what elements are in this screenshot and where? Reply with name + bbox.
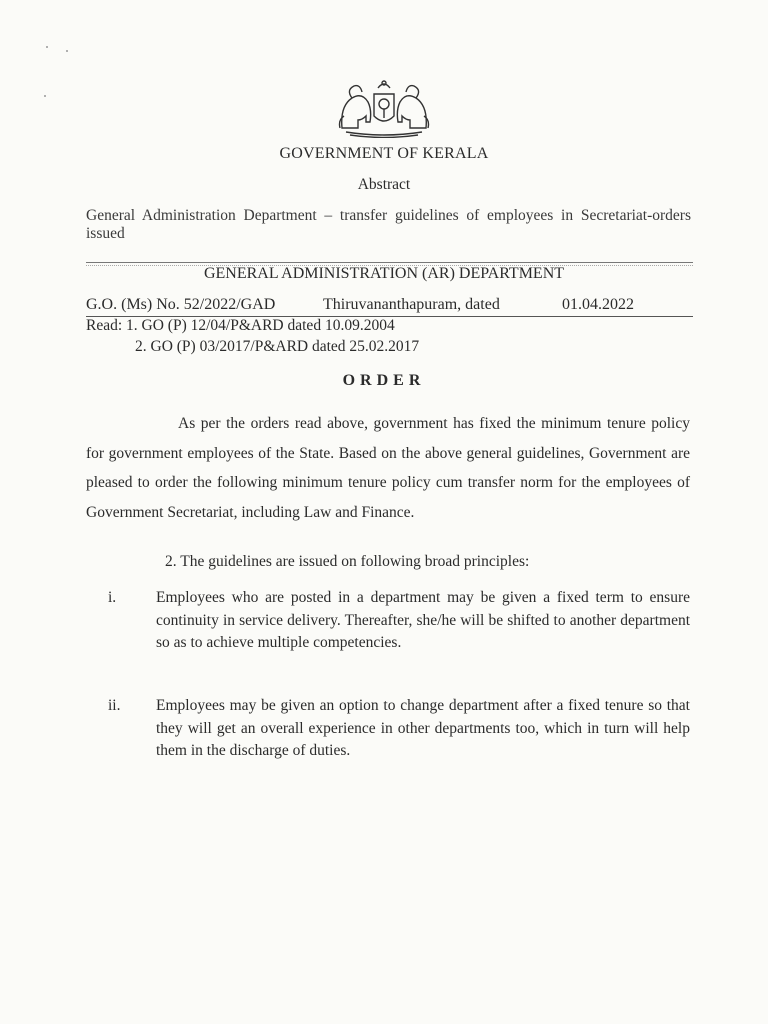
place-date-label: Thiruvananthapuram, dated (323, 296, 500, 313)
divider-rule (86, 262, 693, 263)
order-date: 01.04.2022 (562, 296, 634, 313)
scan-speck (66, 50, 68, 52)
list-item-number: i. (108, 589, 117, 606)
scan-speck (46, 46, 48, 48)
read-reference-1: Read: 1. GO (P) 12/04/P&ARD dated 10.09.2004 (86, 317, 395, 334)
read-reference-2: 2. GO (P) 03/2017/P&ARD dated 25.02.2017 (135, 338, 420, 355)
kerala-state-emblem-icon (336, 76, 432, 138)
list-item-number: ii. (108, 697, 121, 714)
scan-speck (44, 95, 46, 97)
list-item-text: Employees who are posted in a department may be given a fixed term to ensure continuity in service delivery. Thereafter, she/he will be shifted to another department so as to achieve multiple competencies. (156, 589, 690, 651)
list-item-text: Employees may be given an option to change department after a fixed tenure so that they will get an overall experience in other departments too, which in turn will help them in the discharge of duties. (156, 697, 690, 759)
subject-line: General Administration Department – transfer guidelines of employees in Secretariat-orders issued (86, 207, 691, 242)
government-title: GOVERNMENT OF KERALA (279, 145, 489, 162)
principles-intro: 2. The guidelines are issued on following broad principles: (165, 553, 530, 570)
body-paragraph: As per the orders read above, government has fixed the minimum tenure policy for government employees of the State. Based on the above general guidelines, Government are pleased to order the following minimum tenure policy cum transfer norm for the employees of Government Secretariat, including Law and Finance. (86, 415, 690, 521)
department-heading: GENERAL ADMINISTRATION (AR) DEPARTMENT (203, 265, 565, 282)
abstract-label: Abstract (357, 176, 411, 193)
order-heading: ORDER (342, 372, 426, 389)
go-number: G.O. (Ms) No. 52/2022/GAD (86, 296, 276, 313)
